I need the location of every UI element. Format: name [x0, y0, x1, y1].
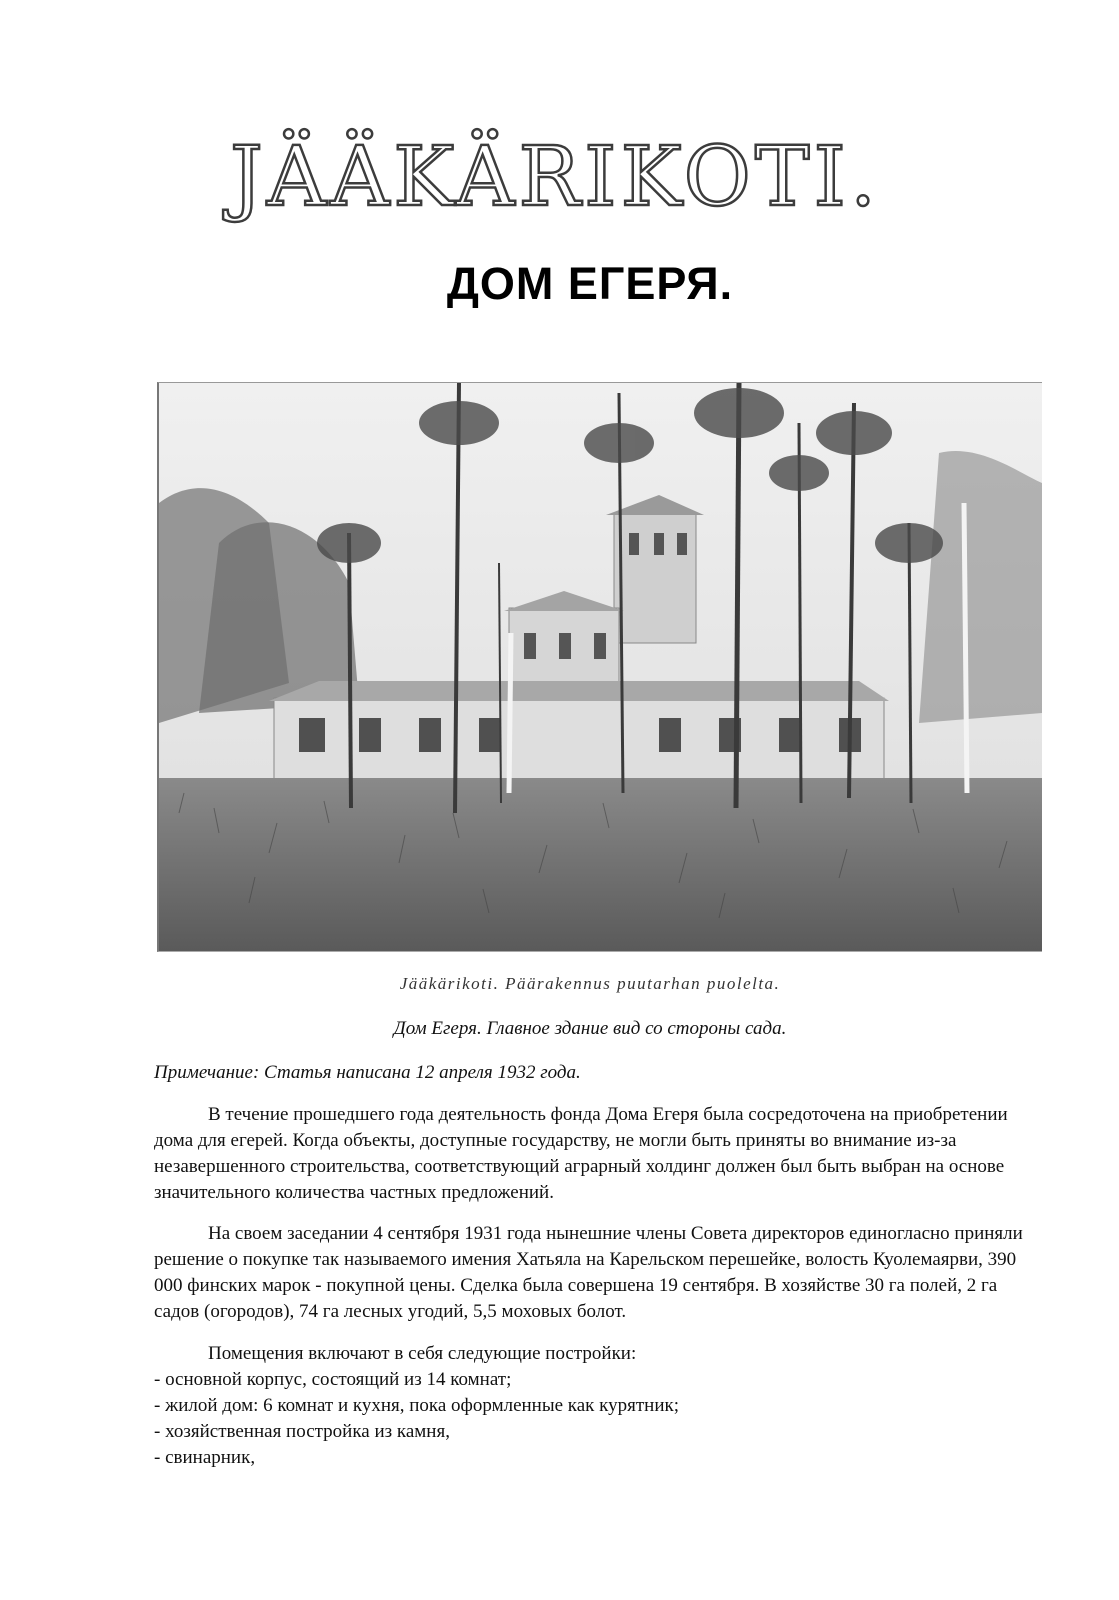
- masthead-title: JÄÄKÄRIKOTI.: [229, 130, 881, 225]
- photo-caption-finnish: Jääkärikoti. Päärakennus puutarhan puolelta.: [399, 974, 781, 993]
- article-note: Примечание: Статья написана 12 апреля 1932 года.: [154, 1062, 581, 1083]
- paragraph-3: Помещения включают в себя следующие постройки:: [208, 1343, 637, 1364]
- list-item: - хозяйственная постройка из камня,: [154, 1421, 450, 1442]
- buildings-list: [154, 1367, 679, 1471]
- paragraph-2: На своем заседании 4 сентября 1931 года нынешние члены Совета директоров единогласно приняли решение о покупке так называемого имения Хатьяла на Карельском перешейке, волость Куолемаярви, 390 000 финских марок - покупной цены. Сделка была совершена 19 сентября. В хозяйстве 30 га полей, 2 га садов (огородов), 74 га лесных угодий, 5,5 моховых болот.: [154, 1223, 1023, 1322]
- photo-caption-russian: Дом Егеря. Главное здание вид со стороны сада.: [393, 1018, 787, 1039]
- list-item: - свинарник,: [154, 1447, 256, 1468]
- list-item: - основной корпус, состоящий из 14 комнат;: [154, 1369, 512, 1390]
- paragraph-1: В течение прошедшего года деятельность фонда Дома Егеря была сосредоточена на приобретении дома для егерей. Когда объекты, доступные государству, не могли быть приняты во внимание из-за незавершенного строительства, соответствующий аграрный холдинг должен был быть выбран на основе значительного количества частных предложений.: [154, 1104, 1008, 1203]
- list-item: - жилой дом: 6 комнат и кухня, пока оформленные как курятник;: [154, 1395, 680, 1416]
- house-photo: [157, 382, 1042, 952]
- page-heading: ДОМ ЕГЕРЯ.: [446, 258, 734, 309]
- photo-illustration: [159, 383, 1042, 951]
